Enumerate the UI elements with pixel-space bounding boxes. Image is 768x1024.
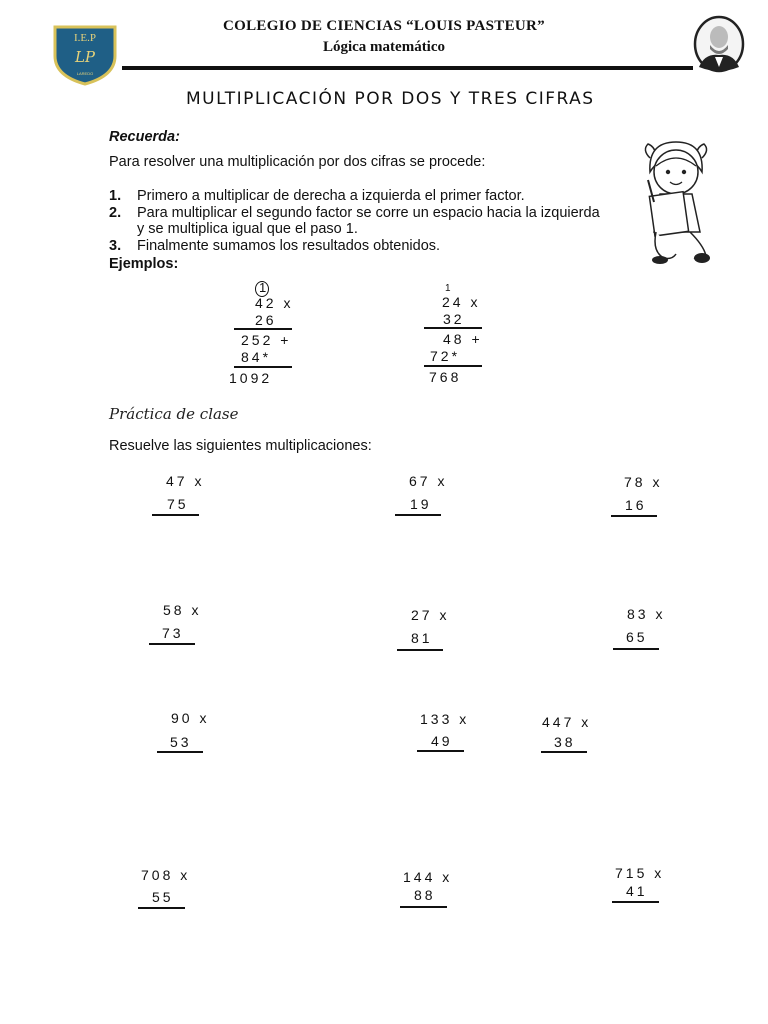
factor-2: 81 bbox=[411, 630, 433, 646]
step-text: Primero a multiplicar de derecha a izquierda el primer factor. bbox=[137, 188, 525, 204]
step-text: Para multiplicar el segundo factor se corre un espacio hacia la izquierda bbox=[137, 205, 600, 221]
logo-bottom-text: LAREDO bbox=[76, 71, 94, 76]
factor-1: 708 x bbox=[141, 867, 191, 883]
factor-1: 447 x bbox=[542, 714, 592, 730]
answer-line bbox=[138, 907, 185, 909]
answer-line bbox=[397, 649, 443, 651]
result: 1092 bbox=[229, 370, 273, 386]
factor-2: 32 bbox=[443, 311, 465, 327]
step-number: 2. bbox=[109, 205, 122, 221]
factor-1: 67 x bbox=[409, 473, 448, 489]
partial-product-2: 72* bbox=[430, 348, 461, 364]
answer-line bbox=[400, 906, 447, 908]
factor-2: 65 bbox=[626, 629, 648, 645]
factor-1: 58 x bbox=[163, 602, 202, 618]
practica-instruction: Resuelve las siguientes multiplicaciones: bbox=[109, 438, 372, 454]
factor-2: 49 bbox=[431, 733, 453, 749]
pasteur-portrait bbox=[693, 15, 745, 73]
sum-line bbox=[424, 365, 482, 367]
step-number: 1. bbox=[109, 188, 122, 204]
factor-2: 55 bbox=[152, 889, 174, 905]
factor-1: 83 x bbox=[627, 606, 666, 622]
factor-2: 19 bbox=[410, 496, 432, 512]
header-rule bbox=[122, 66, 693, 70]
factor-2: 26 bbox=[255, 312, 277, 328]
logo-top-text: I.E.P bbox=[74, 32, 96, 44]
answer-line bbox=[541, 751, 587, 753]
factor-2: 38 bbox=[554, 734, 576, 750]
product-line bbox=[424, 327, 482, 329]
sum-line bbox=[234, 366, 292, 368]
answer-line bbox=[152, 514, 199, 516]
factor-1: 24 x bbox=[442, 294, 481, 310]
factor-1: 47 x bbox=[166, 473, 205, 489]
subject-name: Lógica matemático bbox=[322, 39, 446, 55]
recuerda-intro: Para resolver una multiplicación por dos cifras se procede: bbox=[109, 154, 486, 170]
carry-digit: 1 bbox=[445, 283, 451, 294]
step-text-continued: y se multiplica igual que el paso 1. bbox=[137, 221, 358, 237]
factor-1: 42 x bbox=[255, 295, 294, 311]
answer-line bbox=[417, 750, 464, 752]
factor-2: 53 bbox=[170, 734, 192, 750]
partial-product-2: 84* bbox=[241, 349, 272, 365]
logo-monogram: LP bbox=[74, 48, 96, 66]
school-name: COLEGIO DE CIENCIAS “LOUIS PASTEUR” bbox=[223, 18, 545, 34]
factor-2: 16 bbox=[625, 497, 647, 513]
product-line bbox=[234, 328, 292, 330]
answer-line bbox=[149, 643, 195, 645]
factor-2: 88 bbox=[414, 887, 436, 903]
answer-line bbox=[613, 648, 659, 650]
partial-product-1: 48 + bbox=[443, 331, 483, 347]
ejemplos-heading: Ejemplos: bbox=[109, 256, 179, 272]
factor-1: 78 x bbox=[624, 474, 663, 490]
page-title: MULTIPLICACIÓN POR DOS Y TRES CIFRAS bbox=[186, 89, 595, 109]
factor-2: 75 bbox=[167, 496, 189, 512]
practica-heading: Práctica de clase bbox=[109, 405, 239, 423]
answer-line bbox=[612, 901, 659, 903]
partial-product-1: 252 + bbox=[241, 332, 292, 348]
step-text: Finalmente sumamos los resultados obtenidos. bbox=[137, 238, 441, 254]
answer-line bbox=[395, 514, 441, 516]
factor-1: 133 x bbox=[420, 711, 470, 727]
factor-2: 41 bbox=[626, 883, 648, 899]
factor-1: 144 x bbox=[403, 869, 453, 885]
answer-line bbox=[157, 751, 203, 753]
factor-1: 90 x bbox=[171, 710, 210, 726]
carry-digit: 1 bbox=[259, 280, 267, 295]
factor-1: 715 x bbox=[615, 865, 665, 881]
recuerda-heading: Recuerda: bbox=[109, 129, 180, 145]
step-number: 3. bbox=[109, 238, 122, 254]
factor-1: 27 x bbox=[411, 607, 450, 623]
factor-2: 73 bbox=[162, 625, 184, 641]
girl-illustration bbox=[638, 136, 716, 266]
answer-line bbox=[611, 515, 657, 517]
result: 768 bbox=[429, 369, 462, 385]
